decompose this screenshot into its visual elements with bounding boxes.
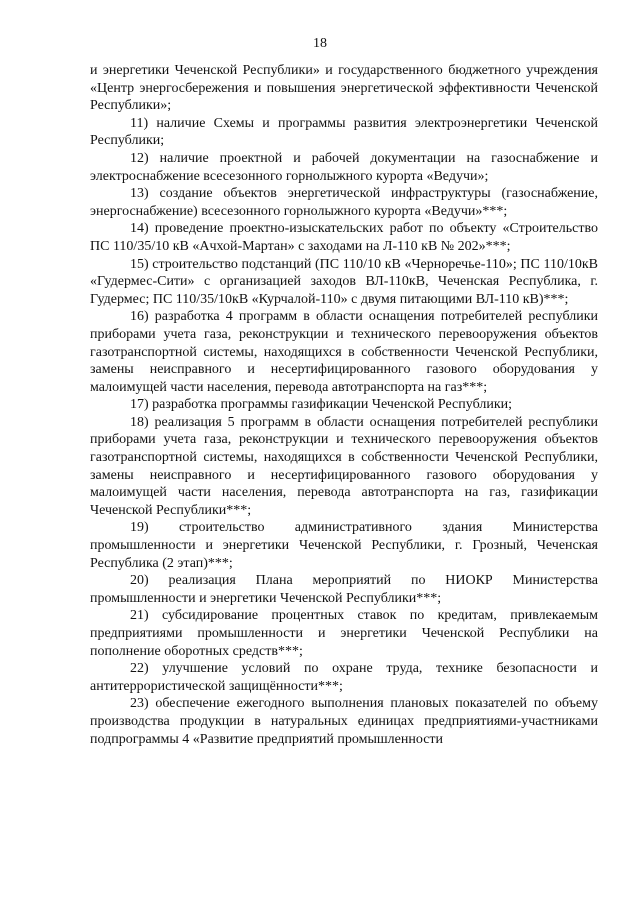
list-item-23: 23) обеспечение ежегодного выполнения плановых показателей по объему производства продукции в натуральных единицах предприятиями-участниками подпрограммы 4 «Развитие предприятий промышленности — [90, 696, 598, 747]
list-item-17: 17) разработка программы газификации Чеченской Республики; — [130, 397, 513, 413]
list-item-20: 20) реализация Плана мероприятий по НИОКР Министерства промышленности и энергетики Чеченской Республики***; — [90, 573, 598, 606]
paragraph-continuation: и энергетики Чеченской Республики» и государственного бюджетного учреждения «Центр энергосбережения и повышения энергетической эффективности Чеченской Республики»; — [90, 63, 598, 114]
list-item-18: 18) реализация 5 программ в области оснащения потребителей республики приборами учета газа, реконструкции и технического перевооружения объектов газотранспортной системы, находящихся в собственности Чеченской Республики, замены неисправного и несертифицированного газового оборудования у малоимущей части населения, перевода автотранспорта на газ, газификации Чеченской Республики***; — [90, 414, 598, 518]
list-item-15: 15) строительство подстанций (ПС 110/10 кВ «Черноречье-110»; ПС 110/10кВ «Гудермес-Сити» с организацией заходов ВЛ-110кВ, Чеченская Республика, г. Гудермес; ПС 110/35/10кВ «Курчалой-110» с двумя питающими ВЛ-110 кВ)***; — [90, 256, 598, 307]
list-item-13: 13) создание объектов энергетической инфраструктуры (газоснабжение, энергоснабжение) всесезонного горнолыжного курорта «Ведучи»***; — [90, 186, 598, 219]
list-item-19: 19) строительство административного здания Министерства промышленности и энергетики Чеченской Республики, г. Грозный, Чеченская Республика (2 этап)***; — [90, 520, 598, 571]
list-item-14: 14) проведение проектно-изыскательских работ по объекту «Строительство ПС 110/35/10 кВ «Ачхой-Мартан» с заходами на Л-110 кВ № 202»***; — [90, 221, 598, 254]
list-item-11: 11) наличие Схемы и программы развития электроэнергетики Чеченской Республики; — [90, 115, 598, 149]
list-item-16: 16) разработка 4 программ в области оснащения потребителей республики приборами учета газа, реконструкции и технического перевооружения объектов газотранспортной системы, находящихся в собственности Чеченской Республики, замены неисправного и несертифицированного газового оборудования у малоимущей части населения, перевода автотранспорта на газ***; — [90, 309, 598, 395]
document-body — [90, 62, 598, 748]
list-item-22: 22) улучшение условий по охране труда, технике безопасности и антитеррористической защищённости***; — [90, 661, 598, 694]
list-item-21: 21) субсидирование процентных ставок по кредитам, привлекаемым предприятиями промышленности и энергетики Чеченской Республики на пополнение оборотных средств***; — [90, 608, 598, 659]
list-item-12: 12) наличие проектной и рабочей документации на газоснабжение и электроснабжение всесезонного горнолыжного курорта «Ведучи»; — [90, 150, 598, 184]
page-number: 18 — [313, 36, 327, 51]
